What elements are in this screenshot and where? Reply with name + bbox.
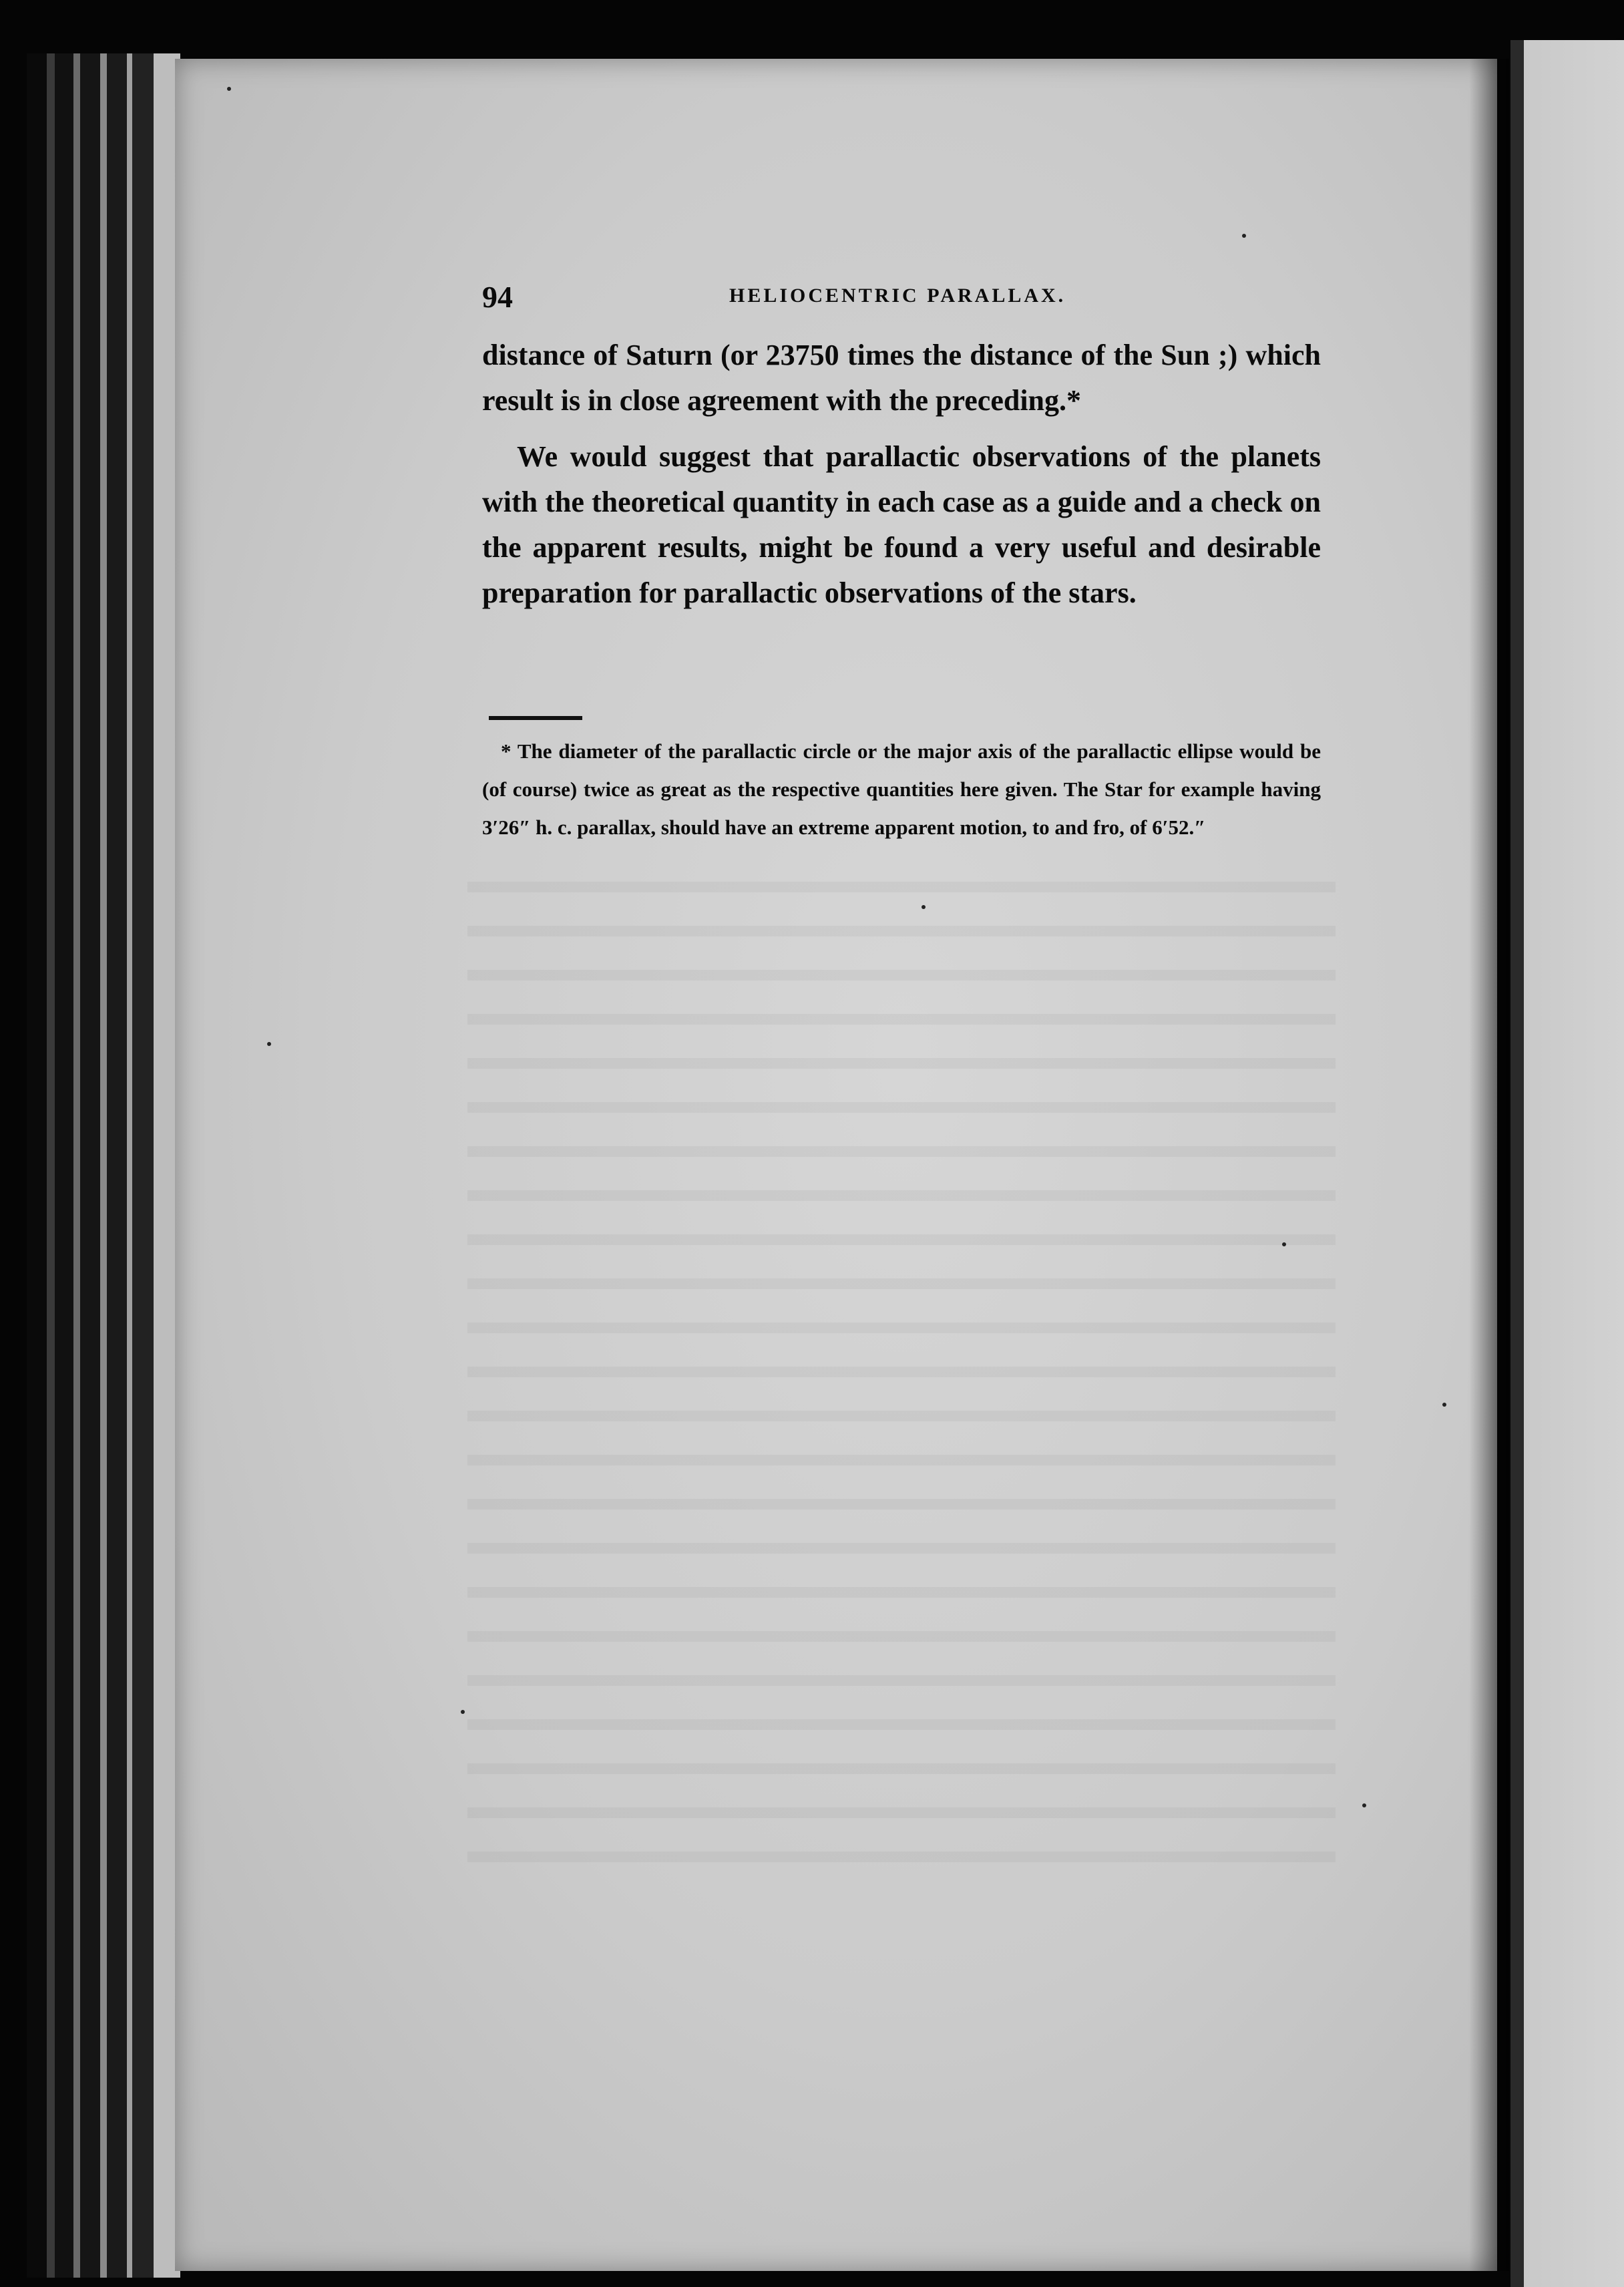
- page-header: [482, 279, 1321, 319]
- page-gutter-shadow: [1469, 59, 1509, 2271]
- scan-speck: [267, 1042, 271, 1046]
- page-number: 94: [482, 280, 513, 314]
- scan-speck: [1242, 234, 1246, 238]
- running-head: HELIOCENTRIC PARALLAX.: [729, 285, 1066, 307]
- facing-page-edge: [1510, 40, 1624, 2287]
- bleed-through-text: [467, 855, 1336, 1870]
- scan-speck: [227, 87, 231, 91]
- footnote-rule: [489, 716, 582, 720]
- scan-speck: [1282, 1242, 1286, 1246]
- body-text: [482, 333, 1321, 616]
- scan-speck: [1362, 1803, 1366, 1807]
- footnote-text: * The diameter of the parallactic circle or the major axis of the parallactic ellipse would be (of course) twice as great as the respective quantities here given. The Star for example having 3′26″ h. c. parallax, should have an extreme apparent motion, to and fro, of 6′52.″: [482, 739, 1321, 839]
- scan-speck: [461, 1710, 465, 1714]
- paragraph-continued: distance of Saturn (or 23750 times the distance of the Sun ;) which result is in close agreement with the preceding.*: [482, 339, 1321, 417]
- book-binding-edges: [27, 53, 180, 2278]
- scan-speck: [922, 905, 926, 909]
- scan-speck: [1442, 1403, 1446, 1407]
- paragraph-suggestion: We would suggest that parallactic observations of the planets with the theoretical quantity in each case as a guide and a check on the apparent results, might be found a very useful and desirable preparation for parallactic observations of the stars.: [482, 440, 1321, 609]
- footnote: [482, 732, 1321, 846]
